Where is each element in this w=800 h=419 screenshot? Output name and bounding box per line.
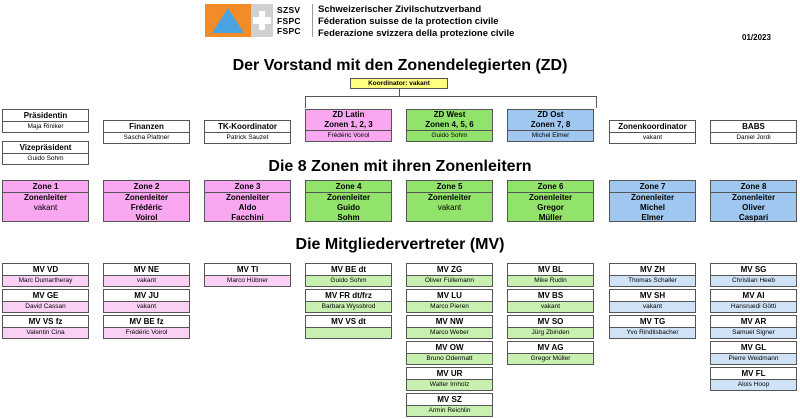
mv-box bbox=[103, 289, 190, 313]
mv-title: MV GE bbox=[3, 290, 88, 302]
mv-box bbox=[710, 263, 797, 287]
vorstand-zonenkoordinator: Zonenkoordinator vakant bbox=[609, 120, 696, 144]
zd-latin: ZD Latin Zonen 1, 2, 3 Frédéric Voirol bbox=[305, 109, 392, 142]
mv-title: MV NE bbox=[104, 264, 189, 276]
mv-person: Guido Sohm bbox=[306, 276, 391, 286]
vorstand-vizepraesident: Vizepräsident Guido Sohm bbox=[2, 141, 89, 165]
mv-person: Armin Reichlin bbox=[407, 406, 492, 416]
mv-title: MV AG bbox=[508, 342, 593, 354]
mv-box bbox=[305, 315, 392, 339]
vorstand-praesidentin: Präsidentin Maja Riniker bbox=[2, 109, 89, 133]
zone-8: Zone 8 Zonenleiter Oliver Caspari bbox=[710, 180, 797, 222]
zone-5: Zone 5 Zonenleiter vakant bbox=[406, 180, 493, 222]
mv-person bbox=[306, 328, 391, 338]
mv-box bbox=[710, 341, 797, 365]
date-label: 01/2023 bbox=[742, 33, 771, 42]
mv-person: Jürg Zbinden bbox=[508, 328, 593, 338]
zd-west: ZD West Zonen 4, 5, 6 Guido Sohm bbox=[406, 109, 493, 142]
mv-box bbox=[2, 263, 89, 287]
mv-title: MV SZ bbox=[407, 394, 492, 406]
mv-box bbox=[2, 289, 89, 313]
mv-person: Frédéric Voirol bbox=[104, 328, 189, 338]
zone-7: Zone 7 Zonenleiter Michel Elmer bbox=[609, 180, 696, 222]
mv-title: MV UR bbox=[407, 368, 492, 380]
mv-person: David Cassan bbox=[3, 302, 88, 312]
mv-box bbox=[103, 263, 190, 287]
mv-title: MV OW bbox=[407, 342, 492, 354]
mv-person: Yvo Rindlisbacher bbox=[610, 328, 695, 338]
mv-box bbox=[507, 315, 594, 339]
mv-title: MV ZG bbox=[407, 264, 492, 276]
mv-box bbox=[710, 289, 797, 313]
mv-box bbox=[305, 289, 392, 313]
mv-person: Marco Hübner bbox=[205, 276, 290, 286]
mv-person: vakant bbox=[104, 276, 189, 286]
mv-person: Christian Heeb bbox=[711, 276, 796, 286]
mv-box bbox=[609, 289, 696, 313]
mv-title: MV BS bbox=[508, 290, 593, 302]
mv-title: MV ZH bbox=[610, 264, 695, 276]
mv-title: MV VS fz bbox=[3, 316, 88, 328]
mv-person: Marco Weber bbox=[407, 328, 492, 338]
title-zonen: Die 8 Zonen mit ihren Zonenleitern bbox=[268, 158, 532, 175]
mv-title: MV NW bbox=[407, 316, 492, 328]
mv-person: Barbara Wyssbrod bbox=[306, 302, 391, 312]
szsv-logo: SZSV FSPC FSPC bbox=[205, 4, 305, 37]
mv-title: MV SG bbox=[711, 264, 796, 276]
mv-title: MV LU bbox=[407, 290, 492, 302]
mv-person: vakant bbox=[104, 302, 189, 312]
mv-title: MV VD bbox=[3, 264, 88, 276]
mv-box bbox=[406, 341, 493, 365]
mv-person: Oliver Füllemann bbox=[407, 276, 492, 286]
mv-title: MV SO bbox=[508, 316, 593, 328]
swiss-cross-icon bbox=[251, 4, 273, 37]
mv-title: MV FR dt/frz bbox=[306, 290, 391, 302]
mv-person: Alois Hoop bbox=[711, 380, 796, 390]
zone-4: Zone 4 Zonenleiter Guido Sohm bbox=[305, 180, 392, 222]
mv-person: Walter Imholz bbox=[407, 380, 492, 390]
mv-person: Marco Pieren bbox=[407, 302, 492, 312]
vorstand-tk-koordinator: TK-Koordinator Patrick Sauzet bbox=[204, 120, 291, 144]
zone-2: Zone 2 Zonenleiter Frédéric Voirol bbox=[103, 180, 190, 222]
mv-person: Thomas Schaller bbox=[610, 276, 695, 286]
mv-title: MV SH bbox=[610, 290, 695, 302]
mv-title: MV FL bbox=[711, 368, 796, 380]
mv-title: MV TG bbox=[610, 316, 695, 328]
zd-bracket bbox=[305, 96, 597, 108]
koordinator-box: Koordinator: vakant bbox=[350, 78, 448, 89]
triangle-icon bbox=[212, 8, 244, 33]
mv-box bbox=[406, 263, 493, 287]
mv-title: MV AR bbox=[711, 316, 796, 328]
mv-box bbox=[507, 289, 594, 313]
mv-title: MV JU bbox=[104, 290, 189, 302]
header-divider bbox=[312, 4, 313, 37]
connector-line bbox=[399, 89, 400, 96]
mv-box bbox=[406, 367, 493, 391]
mv-title: MV VS dt bbox=[306, 316, 391, 328]
mv-box bbox=[507, 341, 594, 365]
zd-ost: ZD Ost Zonen 7, 8 Michel Elmer bbox=[507, 109, 594, 142]
title-vorstand: Der Vorstand mit den Zonendelegierten (ZD) bbox=[232, 57, 568, 74]
mv-person: Valentin Cina bbox=[3, 328, 88, 338]
mv-title: MV BL bbox=[508, 264, 593, 276]
mv-box bbox=[710, 315, 797, 339]
organization-names: Schweizerischer Zivilschutzverband Féderation suisse de la protection civile Federazione svizzera della protezione civile bbox=[318, 4, 515, 39]
zone-1: Zone 1 Zonenleiter vakant bbox=[2, 180, 89, 222]
mv-person: Samuel Signer bbox=[711, 328, 796, 338]
mv-title: MV AI bbox=[711, 290, 796, 302]
mv-person: Mike Rudin bbox=[508, 276, 593, 286]
mv-box bbox=[406, 315, 493, 339]
title-mv: Die Mitgliedervertreter (MV) bbox=[295, 236, 505, 253]
mv-title: MV TI bbox=[205, 264, 290, 276]
mv-box bbox=[406, 289, 493, 313]
zone-6: Zone 6 Zonenleiter Gregor Müller bbox=[507, 180, 594, 222]
mv-box bbox=[609, 315, 696, 339]
mv-person: vakant bbox=[508, 302, 593, 312]
mv-person: Marc Dumartheray bbox=[3, 276, 88, 286]
mv-box bbox=[305, 263, 392, 287]
mv-box bbox=[710, 367, 797, 391]
vorstand-finanzen: Finanzen Sascha Plattner bbox=[103, 120, 190, 144]
mv-person: vakant bbox=[610, 302, 695, 312]
mv-box bbox=[406, 393, 493, 417]
zone-3: Zone 3 Zonenleiter Aldo Facchini bbox=[204, 180, 291, 222]
mv-box bbox=[2, 315, 89, 339]
mv-title: MV BE dt bbox=[306, 264, 391, 276]
mv-person: Gregor Müller bbox=[508, 354, 593, 364]
mv-box bbox=[609, 263, 696, 287]
mv-box bbox=[103, 315, 190, 339]
mv-person: Pierre Weidmann bbox=[711, 354, 796, 364]
mv-person: Bruno Odermatt bbox=[407, 354, 492, 364]
mv-title: MV BE fz bbox=[104, 316, 189, 328]
mv-box bbox=[507, 263, 594, 287]
mv-box bbox=[204, 263, 291, 287]
mv-title: MV GL bbox=[711, 342, 796, 354]
mv-person: Hansruedi Götti bbox=[711, 302, 796, 312]
vorstand-babs: BABS Daniel Jordi bbox=[710, 120, 797, 144]
